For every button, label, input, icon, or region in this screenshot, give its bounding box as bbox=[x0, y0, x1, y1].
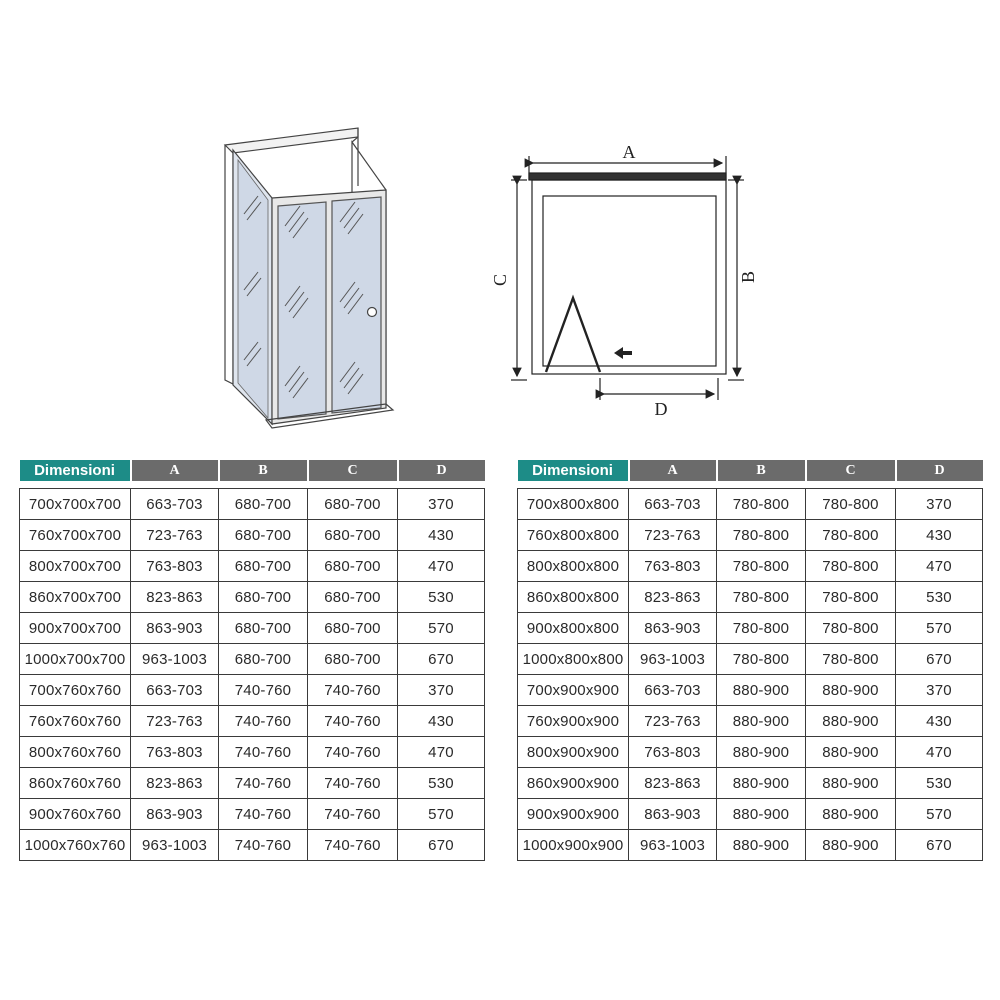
table-cell: 740-760 bbox=[219, 675, 308, 706]
table-cell: 723-763 bbox=[629, 520, 717, 551]
column-header-dimensioni: Dimensioni bbox=[518, 460, 629, 481]
table-cell: 740-760 bbox=[308, 799, 398, 830]
table-cell: 780-800 bbox=[806, 582, 896, 613]
table-cell: 370 bbox=[398, 675, 485, 706]
table-row bbox=[518, 582, 983, 613]
table-cell: 740-760 bbox=[219, 737, 308, 768]
table-cell: 700x900x900 bbox=[518, 675, 629, 706]
table-cell: 763-803 bbox=[629, 551, 717, 582]
table-cell: 963-1003 bbox=[629, 644, 717, 675]
table-cell: 780-800 bbox=[806, 551, 896, 582]
table-cell: 880-900 bbox=[806, 706, 896, 737]
table-cell: 530 bbox=[896, 582, 983, 613]
table-cell: 880-900 bbox=[717, 830, 806, 861]
table-cell: 430 bbox=[398, 520, 485, 551]
table-row bbox=[518, 706, 983, 737]
table-row bbox=[20, 644, 485, 675]
table-cell: 723-763 bbox=[131, 706, 219, 737]
table-row bbox=[20, 520, 485, 551]
table-row bbox=[518, 768, 983, 799]
table-cell: 470 bbox=[896, 737, 983, 768]
table-cell: 740-760 bbox=[308, 675, 398, 706]
table-cell: 680-700 bbox=[308, 520, 398, 551]
table-cell: 780-800 bbox=[717, 551, 806, 582]
table-cell: 760x800x800 bbox=[518, 520, 629, 551]
table-cell: 863-903 bbox=[629, 613, 717, 644]
table-cell: 900x760x760 bbox=[20, 799, 131, 830]
table-row bbox=[518, 737, 983, 768]
table-cell: 370 bbox=[398, 489, 485, 520]
label-b: B bbox=[738, 270, 758, 284]
table-row bbox=[20, 830, 485, 861]
table-row bbox=[20, 675, 485, 706]
table-cell: 763-803 bbox=[131, 551, 219, 582]
table-cell: 880-900 bbox=[806, 768, 896, 799]
plan-view-diagram bbox=[490, 140, 780, 430]
table-cell: 470 bbox=[896, 551, 983, 582]
table-cell: 470 bbox=[398, 551, 485, 582]
table-cell: 663-703 bbox=[131, 489, 219, 520]
table-row bbox=[518, 520, 983, 551]
dimensions-table-left bbox=[19, 460, 485, 861]
table-cell: 680-700 bbox=[219, 520, 308, 551]
table-cell: 723-763 bbox=[131, 520, 219, 551]
table-cell: 780-800 bbox=[806, 613, 896, 644]
table-cell: 430 bbox=[398, 706, 485, 737]
table-cell: 780-800 bbox=[806, 520, 896, 551]
table-cell: 963-1003 bbox=[131, 830, 219, 861]
table-row bbox=[20, 768, 485, 799]
table-cell: 823-863 bbox=[131, 582, 219, 613]
table-cell: 880-900 bbox=[806, 830, 896, 861]
table-cell: 800x800x800 bbox=[518, 551, 629, 582]
table-row bbox=[518, 551, 983, 582]
table-cell: 670 bbox=[398, 830, 485, 861]
table-row bbox=[20, 706, 485, 737]
table-cell: 680-700 bbox=[308, 644, 398, 675]
table-cell: 763-803 bbox=[629, 737, 717, 768]
table-cell: 880-900 bbox=[717, 799, 806, 830]
column-header-dimensioni: Dimensioni bbox=[20, 460, 131, 481]
table-cell: 680-700 bbox=[219, 582, 308, 613]
table-row bbox=[518, 675, 983, 706]
shower-enclosure-illustration bbox=[205, 120, 425, 440]
table-cell: 430 bbox=[896, 706, 983, 737]
label-c: C bbox=[490, 273, 510, 287]
table-cell: 863-903 bbox=[629, 799, 717, 830]
column-header-a: A bbox=[629, 460, 717, 481]
table-cell: 860x800x800 bbox=[518, 582, 629, 613]
table-cell: 760x900x900 bbox=[518, 706, 629, 737]
table-cell: 880-900 bbox=[717, 768, 806, 799]
table-cell: 823-863 bbox=[131, 768, 219, 799]
column-header-a: A bbox=[131, 460, 219, 481]
table-cell: 430 bbox=[896, 520, 983, 551]
table-cell: 780-800 bbox=[717, 613, 806, 644]
table-cell: 823-863 bbox=[629, 582, 717, 613]
table-cell: 880-900 bbox=[717, 706, 806, 737]
table-cell: 723-763 bbox=[629, 706, 717, 737]
table-cell: 880-900 bbox=[806, 737, 896, 768]
table-cell: 663-703 bbox=[629, 489, 717, 520]
table-cell: 760x700x700 bbox=[20, 520, 131, 551]
table-cell: 740-760 bbox=[219, 706, 308, 737]
table-cell: 570 bbox=[398, 613, 485, 644]
table-row bbox=[20, 799, 485, 830]
table-cell: 880-900 bbox=[806, 799, 896, 830]
table-cell: 740-760 bbox=[219, 830, 308, 861]
table-header-row bbox=[20, 460, 485, 481]
table-cell: 800x700x700 bbox=[20, 551, 131, 582]
column-header-d: D bbox=[896, 460, 983, 481]
table-cell: 370 bbox=[896, 489, 983, 520]
table-cell: 470 bbox=[398, 737, 485, 768]
table-cell: 860x700x700 bbox=[20, 582, 131, 613]
table-cell: 1000x900x900 bbox=[518, 830, 629, 861]
column-header-c: C bbox=[308, 460, 398, 481]
table-cell: 800x760x760 bbox=[20, 737, 131, 768]
table-cell: 670 bbox=[896, 830, 983, 861]
table-cell: 880-900 bbox=[806, 675, 896, 706]
table-cell: 880-900 bbox=[717, 675, 806, 706]
door-direction-arrow-icon bbox=[614, 347, 632, 359]
table-cell: 570 bbox=[896, 799, 983, 830]
table-cell: 863-903 bbox=[131, 799, 219, 830]
table-row bbox=[20, 551, 485, 582]
label-a: A bbox=[622, 142, 636, 162]
table-row bbox=[20, 737, 485, 768]
table-cell: 963-1003 bbox=[629, 830, 717, 861]
table-cell: 780-800 bbox=[717, 489, 806, 520]
table-cell: 530 bbox=[896, 768, 983, 799]
table-cell: 1000x760x760 bbox=[20, 830, 131, 861]
table-cell: 900x900x900 bbox=[518, 799, 629, 830]
table-cell: 680-700 bbox=[308, 489, 398, 520]
table-cell: 700x700x700 bbox=[20, 489, 131, 520]
table-cell: 1000x700x700 bbox=[20, 644, 131, 675]
table-row bbox=[20, 489, 485, 520]
table-cell: 963-1003 bbox=[131, 644, 219, 675]
table-cell: 680-700 bbox=[219, 644, 308, 675]
table-cell: 860x760x760 bbox=[20, 768, 131, 799]
table-cell: 680-700 bbox=[308, 582, 398, 613]
table-cell: 860x900x900 bbox=[518, 768, 629, 799]
table-cell: 740-760 bbox=[219, 799, 308, 830]
table-cell: 1000x800x800 bbox=[518, 644, 629, 675]
table-cell: 370 bbox=[896, 675, 983, 706]
table-cell: 670 bbox=[398, 644, 485, 675]
table-cell: 780-800 bbox=[806, 644, 896, 675]
label-d: D bbox=[654, 399, 668, 419]
table-cell: 670 bbox=[896, 644, 983, 675]
table-cell: 680-700 bbox=[219, 551, 308, 582]
table-cell: 900x700x700 bbox=[20, 613, 131, 644]
column-header-c: C bbox=[806, 460, 896, 481]
table-cell: 880-900 bbox=[717, 737, 806, 768]
table-cell: 740-760 bbox=[308, 737, 398, 768]
table-cell: 570 bbox=[398, 799, 485, 830]
table-cell: 763-803 bbox=[131, 737, 219, 768]
table-row bbox=[518, 799, 983, 830]
table-row bbox=[518, 613, 983, 644]
table-row bbox=[518, 489, 983, 520]
table-row bbox=[518, 830, 983, 861]
dimensions-table-right bbox=[517, 460, 983, 861]
column-header-b: B bbox=[717, 460, 806, 481]
table-cell: 680-700 bbox=[219, 613, 308, 644]
column-header-b: B bbox=[219, 460, 308, 481]
table-cell: 823-863 bbox=[629, 768, 717, 799]
table-cell: 680-700 bbox=[308, 551, 398, 582]
table-cell: 680-700 bbox=[308, 613, 398, 644]
table-cell: 740-760 bbox=[308, 706, 398, 737]
table-cell: 740-760 bbox=[219, 768, 308, 799]
table-cell: 740-760 bbox=[308, 768, 398, 799]
table-cell: 663-703 bbox=[131, 675, 219, 706]
table-cell: 760x760x760 bbox=[20, 706, 131, 737]
table-cell: 530 bbox=[398, 582, 485, 613]
table-header-row bbox=[518, 460, 983, 481]
table-cell: 740-760 bbox=[308, 830, 398, 861]
table-row bbox=[20, 582, 485, 613]
table-cell: 700x760x760 bbox=[20, 675, 131, 706]
table-row bbox=[20, 613, 485, 644]
table-cell: 900x800x800 bbox=[518, 613, 629, 644]
table-row bbox=[518, 644, 983, 675]
column-header-d: D bbox=[398, 460, 485, 481]
table-cell: 780-800 bbox=[717, 644, 806, 675]
table-cell: 800x900x900 bbox=[518, 737, 629, 768]
table-cell: 680-700 bbox=[219, 489, 308, 520]
table-cell: 780-800 bbox=[806, 489, 896, 520]
table-cell: 863-903 bbox=[131, 613, 219, 644]
table-cell: 780-800 bbox=[717, 520, 806, 551]
table-cell: 530 bbox=[398, 768, 485, 799]
table-cell: 570 bbox=[896, 613, 983, 644]
table-cell: 780-800 bbox=[717, 582, 806, 613]
table-cell: 700x800x800 bbox=[518, 489, 629, 520]
table-cell: 663-703 bbox=[629, 675, 717, 706]
